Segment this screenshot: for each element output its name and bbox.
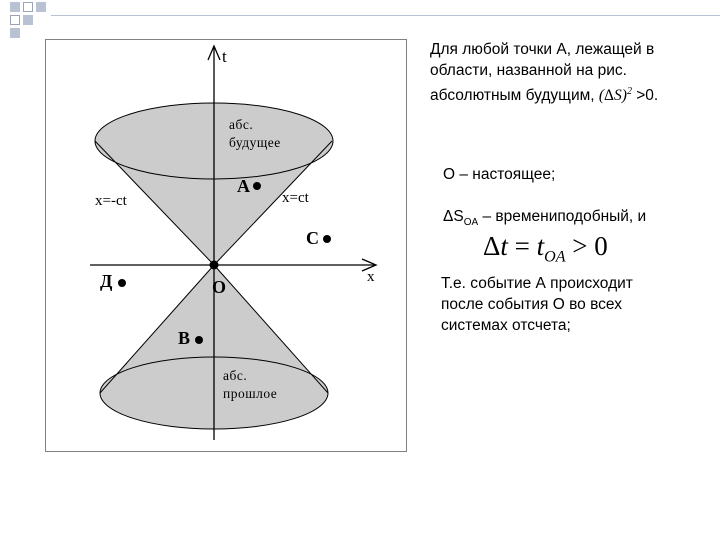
- future-label-line2: будущее: [229, 135, 281, 150]
- past-label-line1: абс.: [223, 368, 248, 383]
- formula-exp: 2: [626, 86, 632, 97]
- formula-delta: Δ: [604, 87, 615, 105]
- point-a-label: A: [237, 176, 250, 196]
- point-d-dot: [118, 279, 126, 287]
- p3-s: S: [453, 208, 464, 225]
- paragraph-4-line2: после события О во всех: [441, 296, 622, 313]
- point-c-dot: [323, 235, 331, 243]
- paragraph-4-line3: системах отсчета;: [441, 317, 571, 334]
- x-axis-label: x: [367, 269, 375, 285]
- formula-delta-sign: Δ: [483, 231, 501, 261]
- formula-sub: OA: [544, 248, 566, 266]
- past-label-line2: прошлое: [223, 386, 278, 401]
- point-d-label: Д: [100, 271, 113, 291]
- paragraph-1-line3-prefix: абсолютным будущим,: [430, 87, 595, 105]
- paragraph-1-line1: Для любой точки А, лежащей в: [430, 41, 655, 58]
- t-axis-label: t: [222, 47, 227, 66]
- line-right-label: x=ct: [282, 190, 309, 206]
- formula-t2: t: [536, 231, 545, 261]
- point-b-label: B: [178, 328, 191, 348]
- line-left-label: x=-ct: [95, 193, 127, 209]
- future-label-line1: абс.: [229, 117, 254, 132]
- formula-close: ): [621, 87, 627, 105]
- point-a-dot: [253, 182, 261, 190]
- point-o-label: O: [212, 277, 227, 297]
- formula-open: (: [598, 87, 605, 105]
- interval-formula: [599, 87, 632, 104]
- paragraph-1-suffix: >0.: [631, 87, 659, 105]
- point-c-label: C: [306, 228, 319, 248]
- p3-delta: Δ: [443, 208, 454, 225]
- point-b-dot: [195, 336, 203, 344]
- formula-s: S: [614, 87, 622, 105]
- formula-t: t: [500, 231, 508, 261]
- formula-eq: =: [507, 231, 537, 261]
- formula-line: [483, 229, 608, 274]
- p3-rest: – времениподобный, и: [478, 208, 647, 225]
- paragraph-1-line3: [430, 82, 658, 105]
- point-o-dot: [210, 261, 219, 270]
- paragraph-4-line1: Т.е. событие А происходит: [441, 275, 633, 292]
- p3-sub: OA: [463, 217, 479, 229]
- paragraph-2: О – настоящее;: [443, 166, 556, 183]
- paragraph-1-line2: области, названной на рис.: [430, 62, 627, 79]
- formula-gt: > 0: [565, 231, 608, 261]
